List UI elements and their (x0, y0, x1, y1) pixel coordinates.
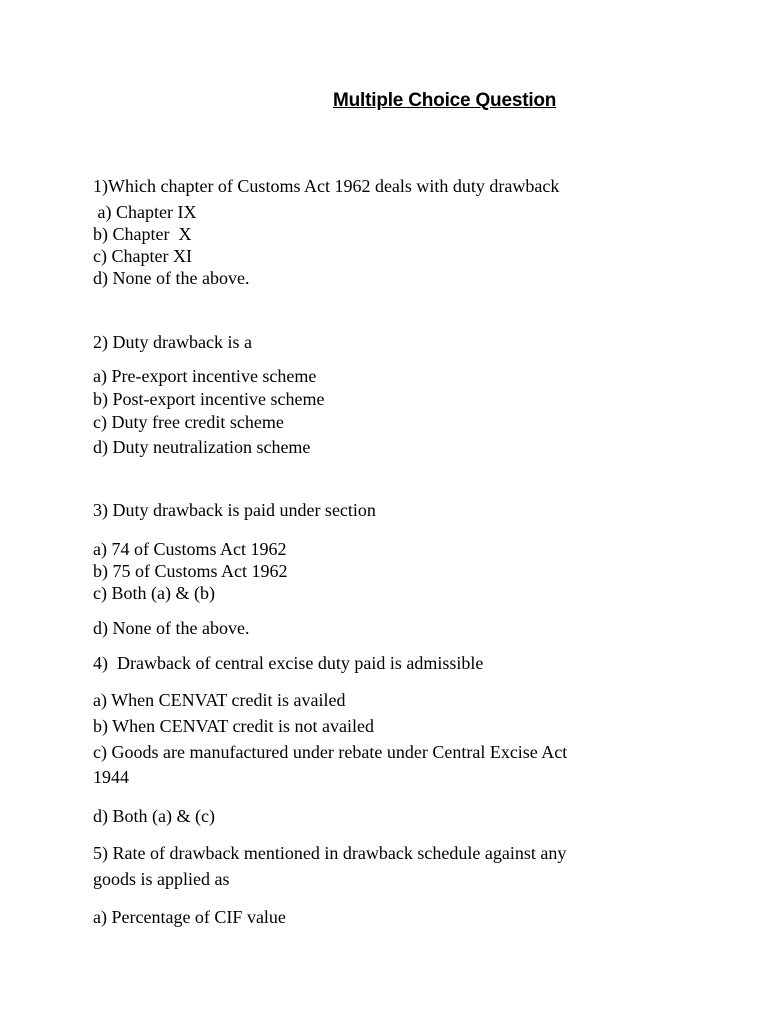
question-5: 5) Rate of drawback mentioned in drawback schedule against any (93, 843, 567, 863)
question-3: 3) Duty drawback is paid under section (93, 500, 376, 520)
q3-option-c: c) Both (a) & (b) (93, 583, 215, 603)
q2-option-c: c) Duty free credit scheme (93, 412, 284, 432)
q4-option-d: d) Both (a) & (c) (93, 806, 215, 826)
page-title: Multiple Choice Question (333, 90, 557, 111)
q5-option-a: a) Percentage of CIF value (93, 907, 286, 927)
q2-option-d: d) Duty neutralization scheme (93, 437, 311, 457)
question-1: 1)Which chapter of Customs Act 1962 deals with duty drawback (93, 176, 560, 196)
question-2: 2) Duty drawback is a (93, 332, 252, 352)
q3-option-b: b) 75 of Customs Act 1962 (93, 561, 288, 581)
q2-option-b: b) Post-export incentive scheme (93, 389, 325, 409)
question-4: 4) Drawback of central excise duty paid is admissible (93, 653, 484, 673)
q2-option-a: a) Pre-export incentive scheme (93, 366, 317, 386)
q4-option-c-cont: 1944 (93, 767, 129, 787)
q4-option-b: b) When CENVAT credit is not availed (93, 716, 374, 736)
q3-option-d: d) None of the above. (93, 618, 250, 638)
q1-option-a: a) Chapter IX (93, 202, 197, 222)
q1-option-c: c) Chapter XI (93, 246, 192, 266)
q3-option-a: a) 74 of Customs Act 1962 (93, 539, 287, 559)
q4-option-a: a) When CENVAT credit is availed (93, 690, 346, 710)
q4-option-c: c) Goods are manufactured under rebate under Central Excise Act (93, 742, 568, 762)
q1-option-d: d) None of the above. (93, 268, 250, 288)
question-5-cont: goods is applied as (93, 869, 230, 889)
q1-option-b: b) Chapter X (93, 224, 192, 244)
